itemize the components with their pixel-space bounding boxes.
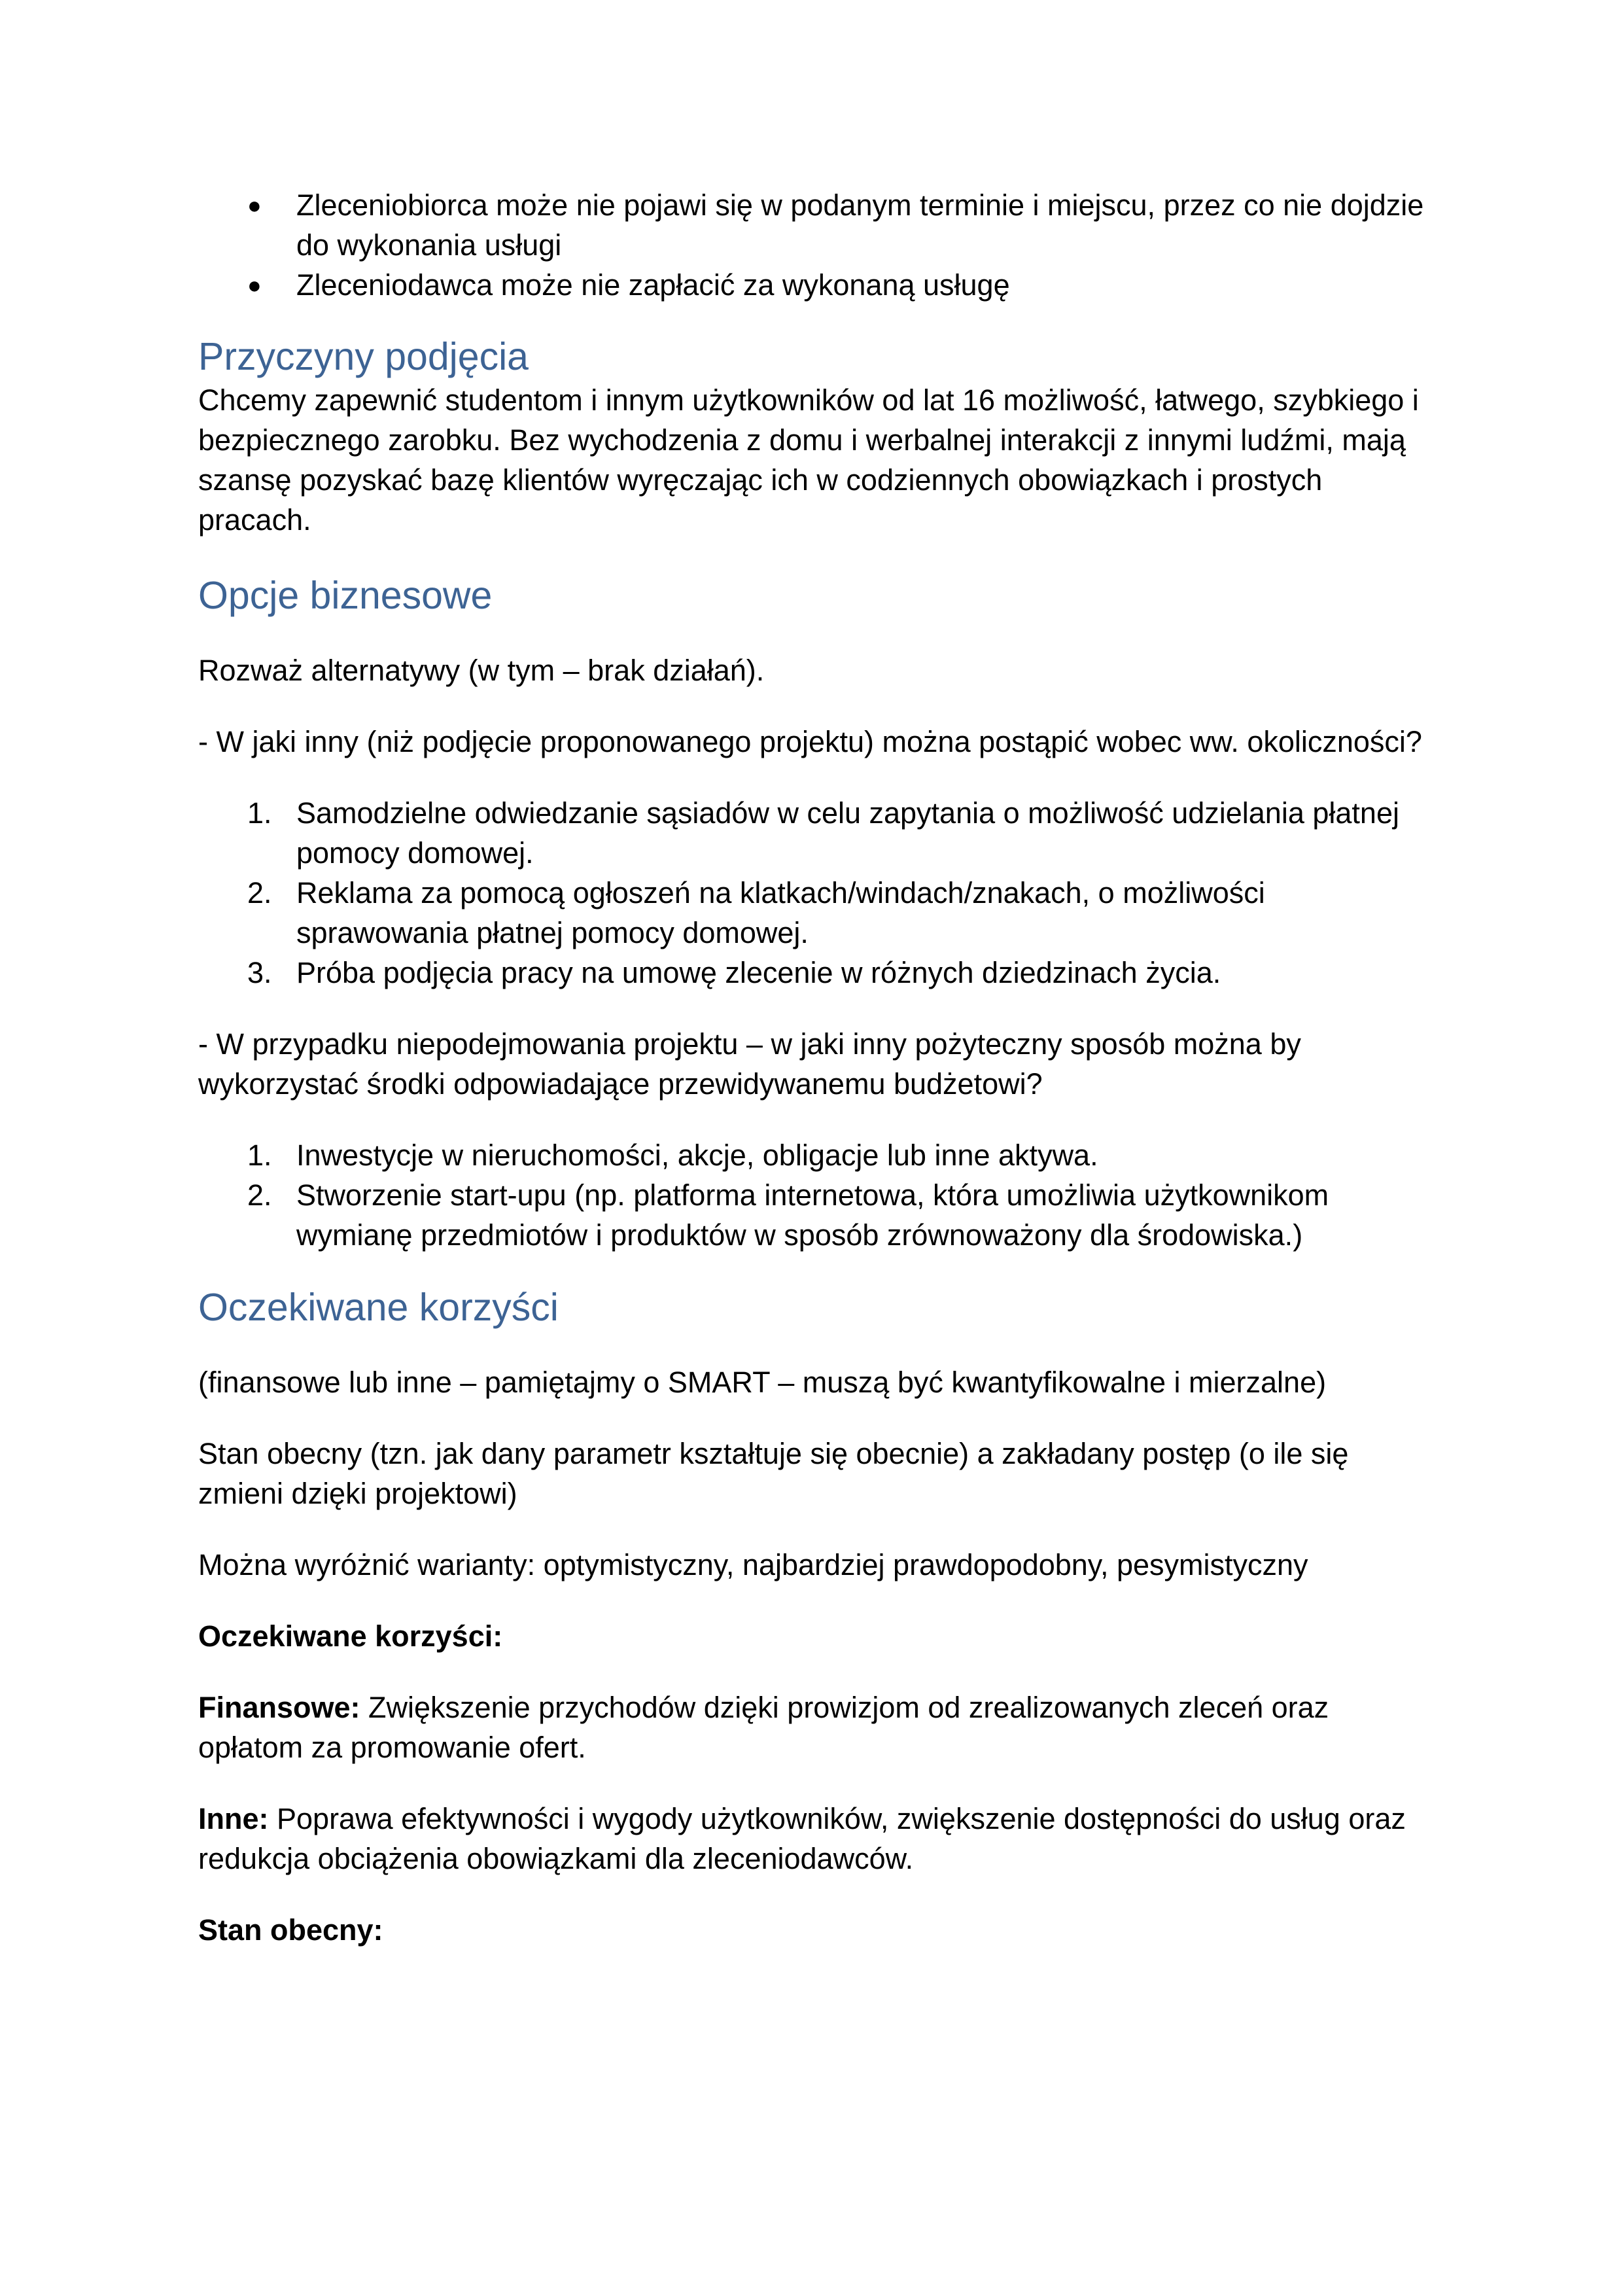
- list-item: [198, 953, 1441, 993]
- list-item-text: Reklama za pomocą ogłoszeń na klatkach/windach/znakach, o możliwości sprawowania płatnej pomocy domowej.: [296, 876, 1265, 949]
- list-item: [198, 873, 1441, 953]
- list-item-text: Zleceniodawca może nie zapłacić za wykonaną usługę: [296, 268, 1010, 302]
- list-item-text: Samodzielne odwiedzanie sąsiadów w celu zapytania o możliwość udzielania płatnej pomocy domowej.: [296, 796, 1399, 870]
- bullet-icon: ●: [247, 272, 262, 298]
- list-item: [198, 1135, 1441, 1175]
- business-options-question-2: - W przypadku niepodejmowania projektu – w jaki inny pożyteczny sposób można by wykorzystać środki odpowiadające przewidywanemu budżetowi?: [198, 1027, 1301, 1101]
- list-item: [198, 1175, 1441, 1255]
- heading-business-options: Opcje biznesowe: [198, 574, 493, 617]
- financial-text: Zwiększenie przychodów dzięki prowizjom od zrealizowanych zleceń oraz opłatom za promowanie ofert.: [198, 1691, 1329, 1764]
- list-number: 1.: [247, 796, 272, 830]
- budget-alternatives-list: [198, 1135, 1441, 1255]
- list-number: 3.: [247, 956, 272, 989]
- document-content: [198, 185, 1441, 1950]
- other-benefits: [198, 1799, 1441, 1879]
- reasons-paragraph: Chcemy zapewnić studentom i innym użytkowników od lat 16 możliwość, łatwego, szybkiego i bezpiecznego zarobku. Bez wychodzenia z domu i werbalnej interakcji z innymi ludźmi, mają szansę pozyskać bazę klientów wyręczając ich w codziennych obowiązkach i prostych pracach.: [198, 383, 1419, 537]
- business-options-intro: Rozważ alternatywy (w tym – brak działań).: [198, 654, 765, 687]
- list-item-text: Stworzenie start-upu (np. platforma internetowa, która umożliwia użytkownikom wymianę przedmiotów i produktów w sposób zrównoważony dla środowiska.): [296, 1178, 1329, 1252]
- heading-reasons: Przyczyny podjęcia: [198, 335, 529, 378]
- benefits-subheading: Oczekiwane korzyści:: [198, 1619, 503, 1653]
- other-label: Inne:: [198, 1802, 269, 1835]
- risk-bullet-list: [198, 185, 1441, 305]
- list-number: 2.: [247, 1178, 272, 1212]
- list-number: 2.: [247, 876, 272, 910]
- heading-benefits: Oczekiwane korzyści: [198, 1286, 559, 1329]
- current-state-label: Stan obecny:: [198, 1913, 383, 1947]
- business-options-question-1: - W jaki inny (niż podjęcie proponowanego projektu) można postąpić wobec ww. okoliczności?: [198, 725, 1422, 758]
- benefits-variants: Można wyróżnić warianty: optymistyczny, najbardziej prawdopodobny, pesymistyczny: [198, 1548, 1308, 1581]
- benefits-state-note: Stan obecny (tzn. jak dany parametr kształtuje się obecnie) a zakładany postęp (o ile się zmieni dzięki projektowi): [198, 1437, 1349, 1510]
- list-item: [198, 185, 1441, 265]
- list-item-text: Próba podjęcia pracy na umowę zlecenie w różnych dziedzinach życia.: [296, 956, 1221, 989]
- list-number: 1.: [247, 1139, 272, 1172]
- financial-benefits: [198, 1687, 1441, 1767]
- other-text: Poprawa efektywności i wygody użytkowników, zwiększenie dostępności do usług oraz redukcja obciążenia obowiązkami dla zleceniodawców.: [198, 1802, 1406, 1875]
- benefits-note: (finansowe lub inne – pamiętajmy o SMART – muszą być kwantyfikowalne i mierzalne): [198, 1366, 1327, 1399]
- list-item-text: Zleceniobiorca może nie pojawi się w podanym terminie i miejscu, przez co nie dojdzie do wykonania usługi: [296, 188, 1424, 262]
- list-item-text: Inwestycje w nieruchomości, akcje, obligacje lub inne aktywa.: [296, 1139, 1098, 1172]
- list-item: [198, 265, 1441, 305]
- financial-label: Finansowe:: [198, 1691, 360, 1724]
- alternatives-list: [198, 793, 1441, 993]
- list-item: [198, 793, 1441, 873]
- bullet-icon: ●: [247, 192, 262, 219]
